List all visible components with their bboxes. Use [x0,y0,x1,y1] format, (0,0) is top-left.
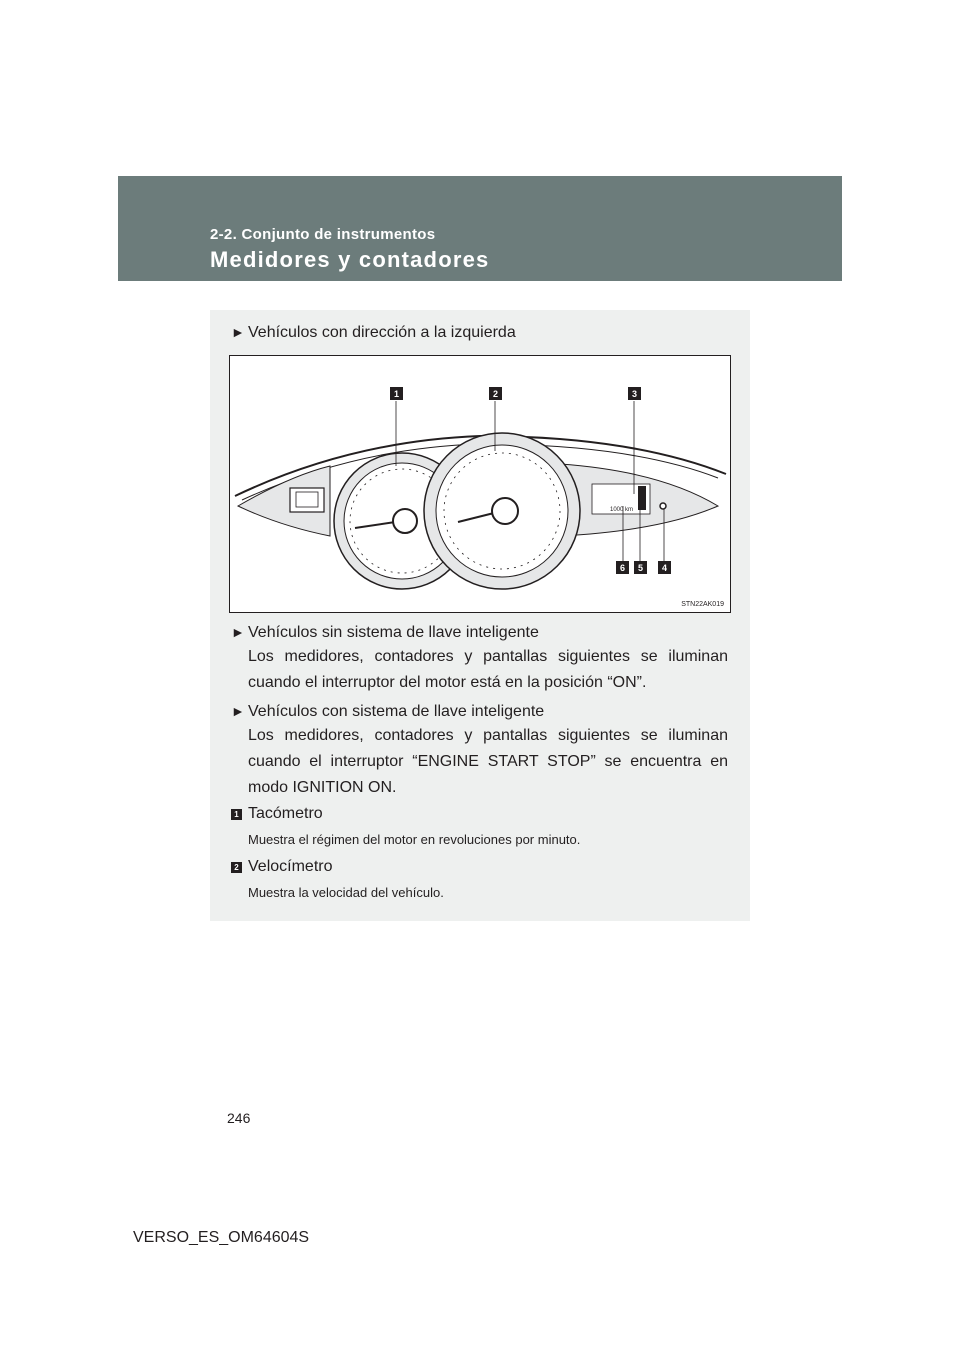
instrument-cluster-figure [229,355,731,613]
item-2-number: 2 [231,862,242,873]
odometer-readout: 1000 km [610,507,634,513]
instrument-cluster-illustration [230,356,732,614]
condition-2 [231,701,544,722]
callout-2-label: 2 [492,389,499,399]
callout-3-label: 3 [631,389,638,399]
item-1-title: Tacómetro [248,805,323,822]
section-label: 2-2. Conjunto de instrumentos [210,226,436,243]
condition-1-label: Vehículos sin sistema de llave inteligente [248,624,539,641]
callout-4-label: 4 [661,563,668,573]
figure-code: STN22AK019 [681,601,724,608]
item-2-description: Muestra la velocidad del vehículo. [248,885,444,900]
arrow-right-icon: ► [231,324,245,340]
item-2-title: Velocímetro [248,858,333,875]
condition-2-text: Los medidores, contadores y pantallas siguientes se iluminan cuando el interruptor “ENGINE START STOP” se encuentra en modo IGNITION ON. [248,727,728,796]
item-1-number: 1 [231,809,242,820]
arrow-right-icon: ► [231,624,245,640]
figure-condition-label: Vehículos con dirección a la izquierda [248,324,516,341]
item-1 [231,805,323,823]
page-title: Medidores y contadores [210,247,490,272]
callout-5-label: 5 [637,563,644,573]
document-code: VERSO_ES_OM64604S [133,1229,310,1246]
condition-1-text: Los medidores, contadores y pantallas siguientes se iluminan cuando el interruptor del motor está en la posición “ON”. [248,648,728,691]
callout-1-label: 1 [393,389,400,399]
condition-2-label: Vehículos con sistema de llave inteligente [248,703,545,720]
section-header [118,176,842,281]
item-2 [231,858,332,876]
callout-6-label: 6 [619,563,626,573]
page-number: 246 [227,1110,251,1126]
figure-condition [231,322,516,343]
condition-1 [231,622,539,643]
item-1-description: Muestra el régimen del motor en revoluciones por minuto. [248,832,581,847]
arrow-right-icon: ► [231,703,245,719]
content-panel [210,310,750,921]
